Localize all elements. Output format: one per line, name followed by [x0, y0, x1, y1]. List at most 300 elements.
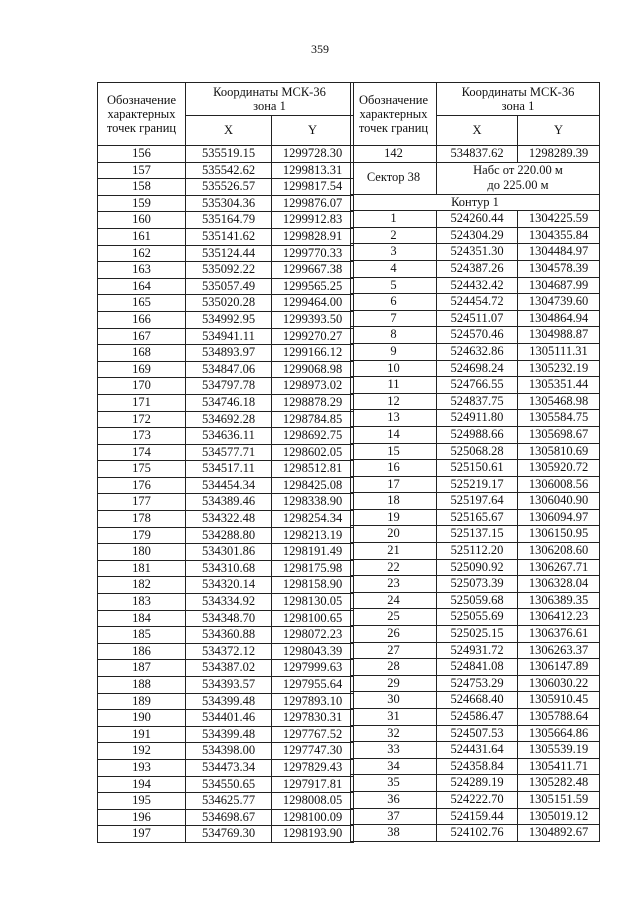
table-row	[98, 295, 354, 312]
designation-header: Обозначение характерных точек границ	[351, 83, 437, 146]
table-row	[98, 262, 354, 279]
y-value: 1305151.59	[518, 791, 600, 808]
y-value: 1305920.72	[518, 460, 600, 477]
x-value: 534769.30	[186, 826, 272, 843]
table-row	[98, 477, 354, 494]
y-value: 1306328.04	[518, 576, 600, 593]
y-value: 1298175.98	[272, 560, 354, 577]
y-value: 1298512.81	[272, 461, 354, 478]
x-value: 534387.02	[186, 660, 272, 677]
y-value: 1297955.64	[272, 677, 354, 694]
table-row	[98, 627, 354, 644]
y-value: 1304892.67	[518, 825, 600, 842]
table-row	[98, 394, 354, 411]
table-row	[351, 659, 600, 676]
point-number: 169	[98, 361, 186, 378]
y-value: 1299828.91	[272, 228, 354, 245]
point-number: 9	[351, 343, 437, 360]
table-row	[351, 825, 600, 842]
point-number: 32	[351, 725, 437, 742]
y-value: 1298602.05	[272, 444, 354, 461]
x-value: 534334.92	[186, 594, 272, 611]
table-row	[98, 693, 354, 710]
x-value: 534398.00	[186, 743, 272, 760]
table-row	[351, 592, 600, 609]
y-value: 1299464.00	[272, 295, 354, 312]
y-value: 1299876.07	[272, 195, 354, 212]
y-value: 1306412.23	[518, 609, 600, 626]
point-number: 172	[98, 411, 186, 428]
table-row	[351, 509, 600, 526]
contour-label: Контур 1	[351, 194, 600, 211]
y-value: 1298008.05	[272, 793, 354, 810]
x-value: 534301.86	[186, 544, 272, 561]
y-value: 1298130.05	[272, 594, 354, 611]
y-value: 1305468.98	[518, 393, 600, 410]
table-row	[351, 791, 600, 808]
table-row	[351, 626, 600, 643]
y-value: 1299912.83	[272, 212, 354, 229]
point-number: 16	[351, 460, 437, 477]
y-value: 1298193.90	[272, 826, 354, 843]
x-value: 535526.57	[186, 179, 272, 196]
x-value: 524632.86	[437, 343, 518, 360]
x-value: 534320.14	[186, 577, 272, 594]
table-row	[351, 343, 600, 360]
y-value: 1298289.39	[518, 146, 600, 163]
y-value: 1305910.45	[518, 692, 600, 709]
x-value: 524454.72	[437, 294, 518, 311]
x-value: 534698.67	[186, 809, 272, 826]
table-row	[98, 179, 354, 196]
table-row	[98, 311, 354, 328]
table-row	[351, 146, 600, 163]
y-value: 1305698.67	[518, 426, 600, 443]
point-number: 182	[98, 577, 186, 594]
table-row	[98, 560, 354, 577]
right-coordinates-table	[350, 82, 600, 842]
table-row	[98, 594, 354, 611]
x-value: 524698.24	[437, 360, 518, 377]
table-row	[98, 361, 354, 378]
x-value: 534454.34	[186, 477, 272, 494]
point-number: 184	[98, 610, 186, 627]
table-row	[351, 609, 600, 626]
y-value: 1306030.22	[518, 675, 600, 692]
table-row	[351, 493, 600, 510]
point-number: 164	[98, 278, 186, 295]
x-value: 534837.62	[437, 146, 518, 163]
table-row	[98, 345, 354, 362]
left-coordinates-table	[97, 82, 354, 843]
point-number: 19	[351, 509, 437, 526]
table-row	[98, 162, 354, 179]
point-number: 175	[98, 461, 186, 478]
y-value: 1305019.12	[518, 808, 600, 825]
x-value: 524837.75	[437, 393, 518, 410]
point-number: 2	[351, 227, 437, 244]
table-row	[98, 826, 354, 843]
x-value: 524753.29	[437, 675, 518, 692]
y-value: 1305810.69	[518, 443, 600, 460]
point-number: 24	[351, 592, 437, 609]
point-number: 37	[351, 808, 437, 825]
coordinates-header: Координаты МСК-36 зона 1	[186, 83, 354, 116]
x-value: 534625.77	[186, 793, 272, 810]
x-value: 534399.48	[186, 693, 272, 710]
table-row	[351, 426, 600, 443]
point-number: 31	[351, 709, 437, 726]
point-number: 8	[351, 327, 437, 344]
x-value: 535092.22	[186, 262, 272, 279]
table-row	[98, 677, 354, 694]
x-header: X	[437, 115, 518, 145]
y-value: 1299565.25	[272, 278, 354, 295]
point-number: 170	[98, 378, 186, 395]
y-value: 1298158.90	[272, 577, 354, 594]
x-value: 534517.11	[186, 461, 272, 478]
table-row	[351, 476, 600, 493]
x-value: 525197.64	[437, 493, 518, 510]
point-number: 195	[98, 793, 186, 810]
x-value: 524159.44	[437, 808, 518, 825]
table-row	[351, 692, 600, 709]
y-value: 1299728.30	[272, 146, 354, 163]
y-value: 1304687.99	[518, 277, 600, 294]
x-value: 524911.80	[437, 410, 518, 427]
point-number: 14	[351, 426, 437, 443]
x-value: 534399.48	[186, 726, 272, 743]
point-number: 177	[98, 494, 186, 511]
y-value: 1298784.85	[272, 411, 354, 428]
x-value: 524102.76	[437, 825, 518, 842]
x-value: 534692.28	[186, 411, 272, 428]
x-value: 534393.57	[186, 677, 272, 694]
y-value: 1298191.49	[272, 544, 354, 561]
point-number: 192	[98, 743, 186, 760]
point-number: 191	[98, 726, 186, 743]
table-row	[351, 642, 600, 659]
table-row	[98, 527, 354, 544]
y-value: 1305232.19	[518, 360, 600, 377]
table-row	[98, 428, 354, 445]
point-number: 30	[351, 692, 437, 709]
point-number: 34	[351, 758, 437, 775]
table-row	[351, 443, 600, 460]
table-row	[351, 709, 600, 726]
point-number: 185	[98, 627, 186, 644]
x-value: 534893.97	[186, 345, 272, 362]
point-number: 179	[98, 527, 186, 544]
point-number: 188	[98, 677, 186, 694]
y-value: 1299270.27	[272, 328, 354, 345]
y-value: 1299667.38	[272, 262, 354, 279]
point-number: 163	[98, 262, 186, 279]
y-value: 1298072.23	[272, 627, 354, 644]
y-value: 1298692.75	[272, 428, 354, 445]
x-value: 525137.15	[437, 526, 518, 543]
point-number: 183	[98, 594, 186, 611]
point-number: 161	[98, 228, 186, 245]
point-number: 15	[351, 443, 437, 460]
y-value: 1298973.02	[272, 378, 354, 395]
table-row	[98, 146, 354, 163]
table-row	[351, 360, 600, 377]
table-row	[98, 759, 354, 776]
y-value: 1298425.08	[272, 477, 354, 494]
y-value: 1298043.39	[272, 643, 354, 660]
table-row	[98, 411, 354, 428]
point-number: 168	[98, 345, 186, 362]
y-value: 1297829.43	[272, 759, 354, 776]
x-value: 535020.28	[186, 295, 272, 312]
y-value: 1306147.89	[518, 659, 600, 676]
x-value: 535542.62	[186, 162, 272, 179]
x-value: 535519.15	[186, 146, 272, 163]
y-value: 1304225.59	[518, 211, 600, 228]
point-number: 166	[98, 311, 186, 328]
x-value: 524432.42	[437, 277, 518, 294]
point-number: 160	[98, 212, 186, 229]
point-number: 174	[98, 444, 186, 461]
coordinates-header: Координаты МСК-36 зона 1	[437, 83, 600, 116]
table-row	[98, 544, 354, 561]
table-row	[98, 726, 354, 743]
table-row	[351, 559, 600, 576]
y-value: 1305539.19	[518, 742, 600, 759]
y-value: 1304739.60	[518, 294, 600, 311]
point-number: 159	[98, 195, 186, 212]
x-value: 524351.30	[437, 244, 518, 261]
y-value: 1299068.98	[272, 361, 354, 378]
table-row	[98, 809, 354, 826]
table-row	[98, 195, 354, 212]
table-row	[98, 328, 354, 345]
table-row	[351, 576, 600, 593]
point-number: 171	[98, 394, 186, 411]
table-row	[98, 511, 354, 528]
table-row	[98, 776, 354, 793]
point-number: 181	[98, 560, 186, 577]
y-value: 1299817.54	[272, 179, 354, 196]
point-number: 6	[351, 294, 437, 311]
point-number: 25	[351, 609, 437, 626]
table-row	[351, 310, 600, 327]
table-row	[351, 725, 600, 742]
y-value: 1297767.52	[272, 726, 354, 743]
point-number: 158	[98, 179, 186, 196]
table-row	[351, 460, 600, 477]
x-value: 524507.53	[437, 725, 518, 742]
y-value: 1306150.95	[518, 526, 600, 543]
point-number: 189	[98, 693, 186, 710]
table-row	[351, 675, 600, 692]
table-row	[351, 410, 600, 427]
x-value: 534372.12	[186, 643, 272, 660]
y-header: Y	[518, 115, 600, 145]
point-number: 18	[351, 493, 437, 510]
y-value: 1306040.90	[518, 493, 600, 510]
table-row	[98, 610, 354, 627]
table-row	[98, 378, 354, 395]
y-value: 1298338.90	[272, 494, 354, 511]
x-value: 524511.07	[437, 310, 518, 327]
y-value: 1306389.35	[518, 592, 600, 609]
y-value: 1305351.44	[518, 377, 600, 394]
y-value: 1305664.86	[518, 725, 600, 742]
point-number: 142	[351, 146, 437, 163]
y-value: 1299393.50	[272, 311, 354, 328]
x-value: 525073.39	[437, 576, 518, 593]
x-value: 534992.95	[186, 311, 272, 328]
table-row	[351, 294, 600, 311]
point-number: 11	[351, 377, 437, 394]
x-value: 524841.08	[437, 659, 518, 676]
point-number: 23	[351, 576, 437, 593]
table-row	[351, 244, 600, 261]
x-value: 525219.17	[437, 476, 518, 493]
point-number: 29	[351, 675, 437, 692]
point-number: 20	[351, 526, 437, 543]
table-row	[98, 577, 354, 594]
x-value: 534322.48	[186, 511, 272, 528]
x-value: 524260.44	[437, 211, 518, 228]
table-row	[98, 212, 354, 229]
table-row	[351, 277, 600, 294]
x-value: 525068.28	[437, 443, 518, 460]
y-value: 1305788.64	[518, 709, 600, 726]
y-value: 1298213.19	[272, 527, 354, 544]
y-value: 1305411.71	[518, 758, 600, 775]
point-number: 193	[98, 759, 186, 776]
point-number: 187	[98, 660, 186, 677]
x-value: 524931.72	[437, 642, 518, 659]
point-number: 4	[351, 260, 437, 277]
x-value: 524387.26	[437, 260, 518, 277]
table-row	[98, 494, 354, 511]
x-value: 535304.36	[186, 195, 272, 212]
y-value: 1297917.81	[272, 776, 354, 793]
y-value: 1298100.09	[272, 809, 354, 826]
point-number: 21	[351, 543, 437, 560]
x-value: 524668.40	[437, 692, 518, 709]
x-value: 524358.84	[437, 758, 518, 775]
point-number: 162	[98, 245, 186, 262]
sector-range-line1: Набс от 220.00 м	[473, 163, 563, 178]
x-value: 534847.06	[186, 361, 272, 378]
page-number: 359	[311, 42, 329, 56]
sector-height-range	[437, 162, 600, 194]
point-number: 17	[351, 476, 437, 493]
point-number: 38	[351, 825, 437, 842]
table-row	[98, 461, 354, 478]
point-number: 5	[351, 277, 437, 294]
x-value: 524431.64	[437, 742, 518, 759]
x-value: 524766.55	[437, 377, 518, 394]
table-row	[98, 743, 354, 760]
contour-row	[351, 194, 600, 211]
table-row	[351, 211, 600, 228]
point-number: 157	[98, 162, 186, 179]
table-row	[351, 393, 600, 410]
point-number: 197	[98, 826, 186, 843]
point-number: 180	[98, 544, 186, 561]
point-number: 194	[98, 776, 186, 793]
y-value: 1297830.31	[272, 710, 354, 727]
x-value: 534473.34	[186, 759, 272, 776]
point-number: 35	[351, 775, 437, 792]
table-row	[351, 543, 600, 560]
table-row	[351, 758, 600, 775]
point-number: 165	[98, 295, 186, 312]
x-value: 525025.15	[437, 626, 518, 643]
x-value: 534288.80	[186, 527, 272, 544]
x-value: 535057.49	[186, 278, 272, 295]
point-number: 1	[351, 211, 437, 228]
table-row	[351, 742, 600, 759]
y-value: 1305584.75	[518, 410, 600, 427]
point-number: 22	[351, 559, 437, 576]
y-value: 1299813.31	[272, 162, 354, 179]
y-header: Y	[272, 115, 354, 145]
x-value: 535141.62	[186, 228, 272, 245]
point-number: 3	[351, 244, 437, 261]
point-number: 27	[351, 642, 437, 659]
x-value: 534360.88	[186, 627, 272, 644]
y-value: 1298878.29	[272, 394, 354, 411]
point-number: 33	[351, 742, 437, 759]
sector-range-line2: до 225.00 м	[487, 178, 549, 193]
table-row	[351, 227, 600, 244]
table-row	[351, 775, 600, 792]
point-number: 186	[98, 643, 186, 660]
designation-header: Обозначение характерных точек границ	[98, 83, 186, 146]
y-value: 1306376.61	[518, 626, 600, 643]
y-value: 1306263.37	[518, 642, 600, 659]
point-number: 190	[98, 710, 186, 727]
point-number: 196	[98, 809, 186, 826]
x-value: 524222.70	[437, 791, 518, 808]
y-value: 1304988.87	[518, 327, 600, 344]
y-value: 1306008.56	[518, 476, 600, 493]
x-value: 534577.71	[186, 444, 272, 461]
x-value: 534746.18	[186, 394, 272, 411]
sector-label: Сектор 38	[351, 162, 437, 194]
table-row	[98, 228, 354, 245]
sector-row	[351, 162, 600, 194]
y-value: 1304355.84	[518, 227, 600, 244]
point-number: 28	[351, 659, 437, 676]
x-value: 525055.69	[437, 609, 518, 626]
y-value: 1298100.65	[272, 610, 354, 627]
point-number: 36	[351, 791, 437, 808]
x-value: 534348.70	[186, 610, 272, 627]
y-value: 1305282.48	[518, 775, 600, 792]
y-value: 1305111.31	[518, 343, 600, 360]
x-value: 534636.11	[186, 428, 272, 445]
y-value: 1304578.39	[518, 260, 600, 277]
table-row	[98, 245, 354, 262]
point-number: 10	[351, 360, 437, 377]
x-value: 535164.79	[186, 212, 272, 229]
y-value: 1304484.97	[518, 244, 600, 261]
x-header: X	[186, 115, 272, 145]
y-value: 1297747.30	[272, 743, 354, 760]
y-value: 1298254.34	[272, 511, 354, 528]
x-value: 524586.47	[437, 709, 518, 726]
y-value: 1299770.33	[272, 245, 354, 262]
x-value: 525090.92	[437, 559, 518, 576]
